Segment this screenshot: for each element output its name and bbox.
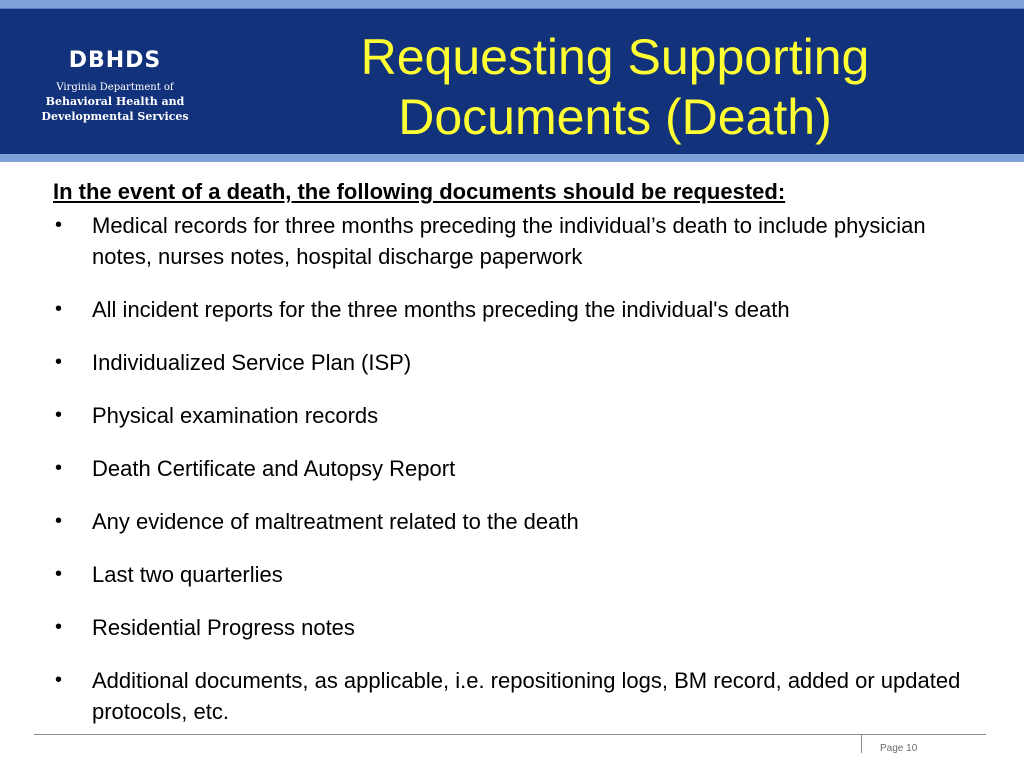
- header-banner: [0, 8, 1024, 156]
- bullet-icon: •: [55, 669, 63, 691]
- slide-title: [300, 27, 930, 147]
- list-item-text: Individualized Service Plan (ISP): [92, 350, 412, 375]
- logo-line-3: Developmental Services: [41, 110, 189, 123]
- slide-title-line-1: Requesting Supporting: [360, 29, 870, 85]
- slide-content: [53, 178, 973, 749]
- page-number: Page 10: [880, 743, 918, 754]
- header-bottom-stripe: [0, 154, 1024, 162]
- footer-divider: [34, 734, 986, 735]
- slide-title-line-2: Documents (Death): [398, 89, 832, 145]
- list-item-text: Physical examination records: [92, 403, 379, 428]
- bullet-icon: •: [55, 298, 63, 320]
- logo-line-2: Behavioral Health and: [45, 95, 185, 108]
- logo-line-1: Virginia Department of: [56, 82, 174, 93]
- bullet-icon: •: [55, 404, 63, 426]
- bullet-icon: •: [55, 457, 63, 479]
- bullet-icon: •: [55, 510, 63, 532]
- list-item: [53, 347, 973, 378]
- list-item-text: Medical records for three months preceding the individual’s death to include physician notes, nurses notes, hospital discharge paperwork: [92, 213, 926, 269]
- list-item-text: Death Certificate and Autopsy Report: [92, 456, 456, 481]
- bullet-icon: •: [55, 214, 63, 236]
- list-item: [53, 506, 973, 537]
- list-item: [53, 559, 973, 590]
- list-item: [53, 210, 973, 272]
- list-item: [53, 612, 973, 643]
- header-top-stripe: [0, 0, 1024, 8]
- logo-name: DBHDS: [68, 48, 162, 73]
- dbhds-logo: [30, 49, 200, 124]
- list-item: [53, 400, 973, 431]
- list-item-text: Any evidence of maltreatment related to the death: [92, 509, 579, 534]
- list-item-text: Additional documents, as applicable, i.e. repositioning logs, BM record, added or updated protocols, etc.: [92, 668, 961, 724]
- list-item-text: All incident reports for the three months preceding the individual's death: [92, 297, 790, 322]
- list-item-text: Residential Progress notes: [92, 615, 355, 640]
- list-item: [53, 665, 973, 727]
- bullet-icon: •: [55, 616, 63, 638]
- list-item: [53, 294, 973, 325]
- list-item: [53, 453, 973, 484]
- list-item-text: Last two quarterlies: [92, 562, 283, 587]
- document-list: [53, 210, 973, 727]
- intro-heading: In the event of a death, the following documents should be requested:: [53, 179, 786, 204]
- bullet-icon: •: [55, 563, 63, 585]
- bullet-icon: •: [55, 351, 63, 373]
- footer-tick: [861, 734, 862, 753]
